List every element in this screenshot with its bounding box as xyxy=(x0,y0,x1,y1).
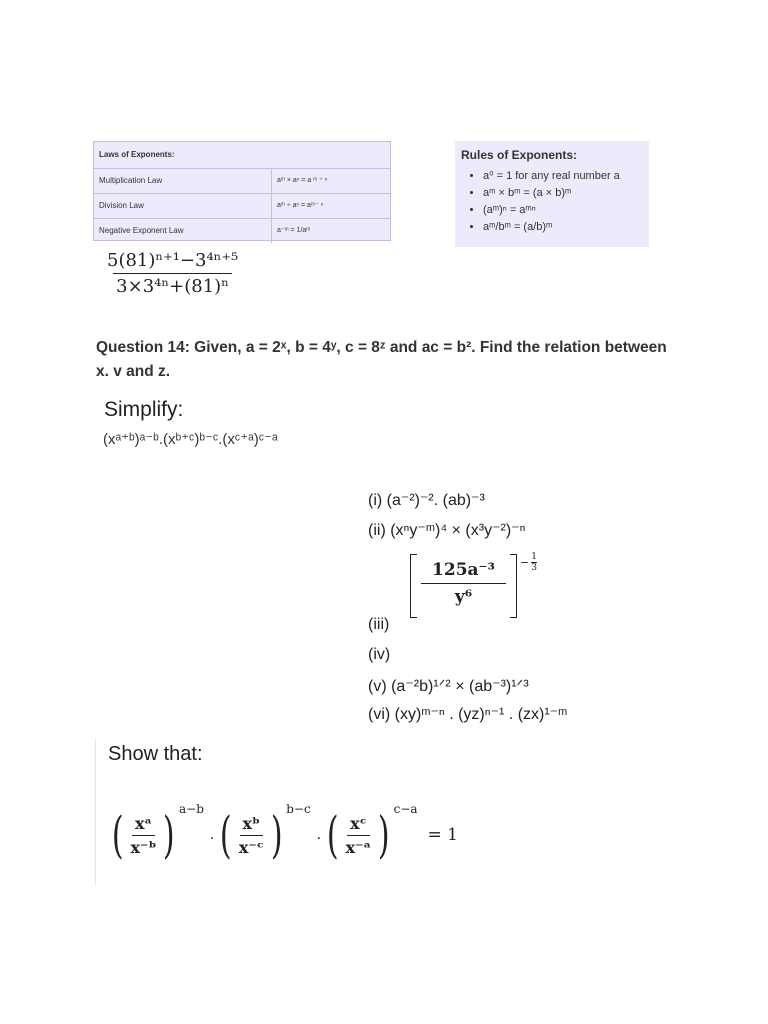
term-exponent: a−b xyxy=(179,802,204,816)
rules-title: Rules of Exponents: xyxy=(461,148,578,162)
bracket-expression xyxy=(410,554,517,618)
term-exponent: c−a xyxy=(393,802,418,816)
laws-of-exponents-table xyxy=(93,141,391,241)
multiply-dot: . xyxy=(316,827,322,843)
term-fraction: xᶜ x⁻ᵃ xyxy=(345,813,372,857)
rules-list xyxy=(461,170,649,234)
exponent-denominator: 3 xyxy=(531,563,537,573)
fraction-expression xyxy=(104,250,241,297)
law-formula: aᵐ × aⁿ = a ᵐ ⁺ ⁿ xyxy=(277,177,328,184)
table-row xyxy=(94,219,390,243)
list-item: • (aᵐ)ⁿ = aᵐⁿ xyxy=(483,204,649,217)
exponent-sign: − xyxy=(520,556,530,569)
exercise-vi: (vi) (xy)ᵐ⁻ⁿ . (yz)ⁿ⁻¹ . (zx)¹⁻ᵐ xyxy=(368,706,568,723)
equals-one: = 1 xyxy=(427,825,458,845)
table-row xyxy=(94,169,390,194)
show-that-expression: ( xᵃ x⁻ᵇ ) a−b . ( xᵇ x⁻ᶜ ) b−c . ( xᶜ x⁻ᵃ ) c−a = 1 xyxy=(111,802,458,864)
divider xyxy=(95,738,96,886)
bracket-numerator: 125a⁻³ xyxy=(421,560,506,584)
law-formula: a⁻ᵐ = 1/aᵐ xyxy=(277,227,311,234)
rules-of-exponents-box xyxy=(455,141,649,247)
list-item: • a⁰ = 1 for any real number a xyxy=(483,170,649,183)
term-exponent: b−c xyxy=(286,802,311,816)
show-that-title: Show that: xyxy=(108,743,203,765)
law-name: Negative Exponent Law xyxy=(94,219,272,243)
law-formula: aᵐ ÷ aⁿ = aᵐ⁻ ⁿ xyxy=(277,202,324,209)
fraction-denominator: 3×3⁴ⁿ+(81)ⁿ xyxy=(113,273,232,297)
question-14: Question 14: Given, a = 2ˣ, b = 4ʸ, c = 8ᶻ and ac = b². Find the relation between x. v and z. xyxy=(96,339,667,380)
exercise-ii: (ii) (xⁿy⁻ᵐ)⁴ × (x³y⁻²)⁻ⁿ xyxy=(368,522,526,539)
exercise-i: (i) (a⁻²)⁻². (ab)⁻³ xyxy=(368,492,485,509)
simplify-expression: (xᵃ⁺ᵇ)ᵃ⁻ᵇ.(xᵇ⁺ᶜ)ᵇ⁻ᶜ.(xᶜ⁺ᵃ)ᶜ⁻ᵃ xyxy=(103,431,278,448)
bracket-denominator: y⁶ xyxy=(454,587,473,607)
laws-table-title: Laws of Exponents: xyxy=(94,142,390,169)
simplify-title: Simplify: xyxy=(104,398,184,421)
list-item: • aᵐ × bᵐ = (a × b)ᵐ xyxy=(483,187,649,200)
term-fraction: xᵇ x⁻ᶜ xyxy=(238,813,264,857)
term-fraction: xᵃ x⁻ᵇ xyxy=(130,813,157,857)
table-row xyxy=(94,194,390,219)
bracket-exponent xyxy=(520,552,537,573)
law-name: Division Law xyxy=(94,194,272,218)
multiply-dot: . xyxy=(209,827,215,843)
exponent-numerator: 1 xyxy=(531,552,537,562)
exercise-iv: (iv) xyxy=(368,646,391,663)
list-item: • aᵐ/bᵐ = (a/b)ᵐ xyxy=(483,221,649,234)
exercise-iii: (iii) xyxy=(368,616,390,633)
law-name: Multiplication Law xyxy=(94,169,272,193)
exercise-v: (v) (a⁻²b)¹ᐟ² × (ab⁻³)¹ᐟ³ xyxy=(368,678,529,695)
fraction-numerator: 5(81)ⁿ⁺¹−3⁴ⁿ⁺⁵ xyxy=(107,250,239,271)
